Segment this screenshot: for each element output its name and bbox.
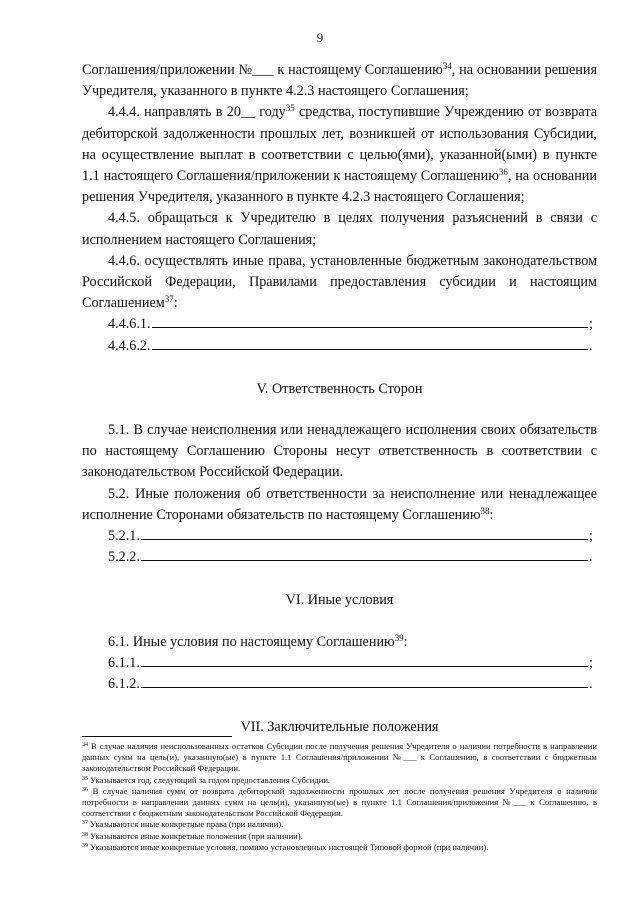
footnote-text: Указываются иные конкретные положения (при наличии). — [88, 830, 303, 841]
footnote-text: В случае наличия сумм от возврата дебиторской задолженности прошлых лет после получения решения Учредителя о наличии потребности в направлении данных сумм на цель(и), указанную(ые) в пункте 1.1 Соглашения/приложения №___ к Соглашению, в соответствии с бюджетным законодательством Российской Федерации. — [82, 785, 597, 819]
footnote-text: Указываются иные конкретные условия, помимо установленных настоящей Типовой формой (при наличии). — [88, 841, 489, 852]
paragraph-4-4-3-tail — [82, 60, 597, 102]
blank-line-5-2-2 — [82, 547, 597, 568]
footnote-text: Указываются иные конкретные права (при наличии). — [88, 819, 284, 830]
footnote-number: 39 — [82, 842, 88, 849]
paragraph-4-4-5: 4.4.5. обращаться к Учредителю в целях получения разъяснений в связи с исполнением настоящего Соглашения; — [82, 210, 597, 248]
footnote-number: 37 — [82, 820, 88, 827]
text: , на основании решения Учредителя, указанного в пункте 4.2.3 настоящего Соглашения; — [82, 62, 597, 100]
blank-line-6-1-2 — [82, 674, 597, 695]
footnote — [82, 819, 597, 830]
paragraph-4-4-4 — [82, 102, 597, 208]
item-number: 6.1.1. — [108, 654, 140, 671]
paragraph-5-2 — [82, 484, 597, 526]
section-heading-7: VII. Заключительные положения — [240, 719, 439, 736]
item-number: 5.2.1. — [108, 528, 140, 545]
paragraph-6-1 — [82, 632, 597, 653]
blank-line-4-4-6-1 — [82, 314, 597, 335]
blank-line-6-1-1 — [82, 653, 597, 674]
footnote — [82, 831, 597, 842]
blank-field[interactable] — [152, 314, 588, 328]
footnote-ref: 37 — [164, 294, 174, 305]
footnote-ref: 38 — [480, 505, 490, 516]
blank-line-4-4-6-2 — [82, 336, 597, 357]
text: Соглашения/приложении №___ к настоящему Соглашению — [82, 62, 443, 78]
paragraph-5-1: 5.1. В случае неисполнения или ненадлежащего исполнения своих обязательств по настоящему Соглашению Стороны несут ответственность в соответствии с законодательством Российской Федерации. — [82, 422, 597, 481]
item-number: 4.4.6.1. — [108, 316, 151, 333]
footnote-ref: 39 — [394, 632, 404, 643]
section-heading-5: V. Ответственность Сторон — [256, 380, 423, 397]
footnote-number: 36 — [82, 786, 88, 793]
text: 6.1. Иные условия по настоящему Соглашению — [108, 633, 395, 650]
blank-field[interactable] — [141, 674, 588, 688]
item-number: 5.2.2. — [108, 549, 140, 566]
footnote-number: 35 — [82, 775, 88, 782]
text: , на основании решения Учредителя, указанного в пункте 4.2.3 настоящего Соглашения; — [82, 168, 597, 206]
footnote-ref: 36 — [498, 167, 508, 178]
blank-field[interactable] — [141, 526, 588, 540]
text: : — [489, 506, 494, 523]
punct: . — [589, 676, 593, 693]
document-body — [82, 60, 597, 738]
punct: ; — [589, 316, 593, 333]
paragraph-4-4-6 — [82, 251, 597, 315]
blank-field[interactable] — [141, 653, 588, 667]
item-number: 6.1.2. — [108, 676, 140, 693]
footnote — [82, 786, 597, 820]
footnote-text: В случае наличия неиспользованных остатков Субсидии после получения решения Учредителя о наличии потребности в направлении данных сумм на цель(и), указанную(ые) в пункте 1.1 Соглашения/приложении №___ к Соглашению, в соответствии с бюджетным законодательством Российской Федерации. — [82, 741, 597, 774]
footnote-number: 38 — [82, 831, 88, 838]
footnote-number: 34 — [82, 742, 88, 748]
blank-field[interactable] — [141, 547, 588, 561]
footnotes — [82, 741, 597, 853]
text: 4.4.6. осуществлять иные права, установленные бюджетным законодательством Российской Федерации, Правилами предоставления субсидии и настоящим Соглашением — [82, 252, 597, 312]
footnote-ref: 34 — [442, 61, 452, 71]
blank-line-5-2-1 — [82, 526, 597, 547]
punct: ; — [589, 528, 593, 545]
footnote — [82, 741, 597, 775]
text: : — [173, 295, 178, 312]
footnote — [82, 775, 597, 786]
item-number: 4.4.6.2. — [108, 337, 151, 354]
text: средства, поступившие Учреждению от возврата дебиторской задолженности прошлых лет, возникшей от использования Субсидии, на осуществление выплат в соответствии с целью(ями), указанной(ыми) в пункте 1.1 настоящего Соглашения/приложении к настоящему Соглашению — [82, 104, 597, 185]
punct: ; — [589, 654, 593, 671]
section-heading-6: VI. Иные условия — [285, 592, 394, 609]
text: : — [403, 633, 408, 650]
text: 5.2. Иные положения об ответственности за неисполнение или ненадлежащее исполнение Сторонами обязательств по настоящему Соглашению — [82, 485, 597, 523]
punct: . — [589, 337, 593, 354]
footnote-text: Указывается год, следующий за годом предоставления Субсидии. — [88, 774, 331, 785]
footnote — [82, 842, 597, 853]
punct: . — [589, 549, 593, 566]
blank-field[interactable] — [152, 336, 588, 350]
text: 4.4.4. направлять в 20__ году — [108, 104, 286, 121]
page-number: 9 — [316, 30, 324, 45]
footnote-divider — [82, 736, 232, 737]
footnote-ref: 35 — [285, 103, 295, 114]
